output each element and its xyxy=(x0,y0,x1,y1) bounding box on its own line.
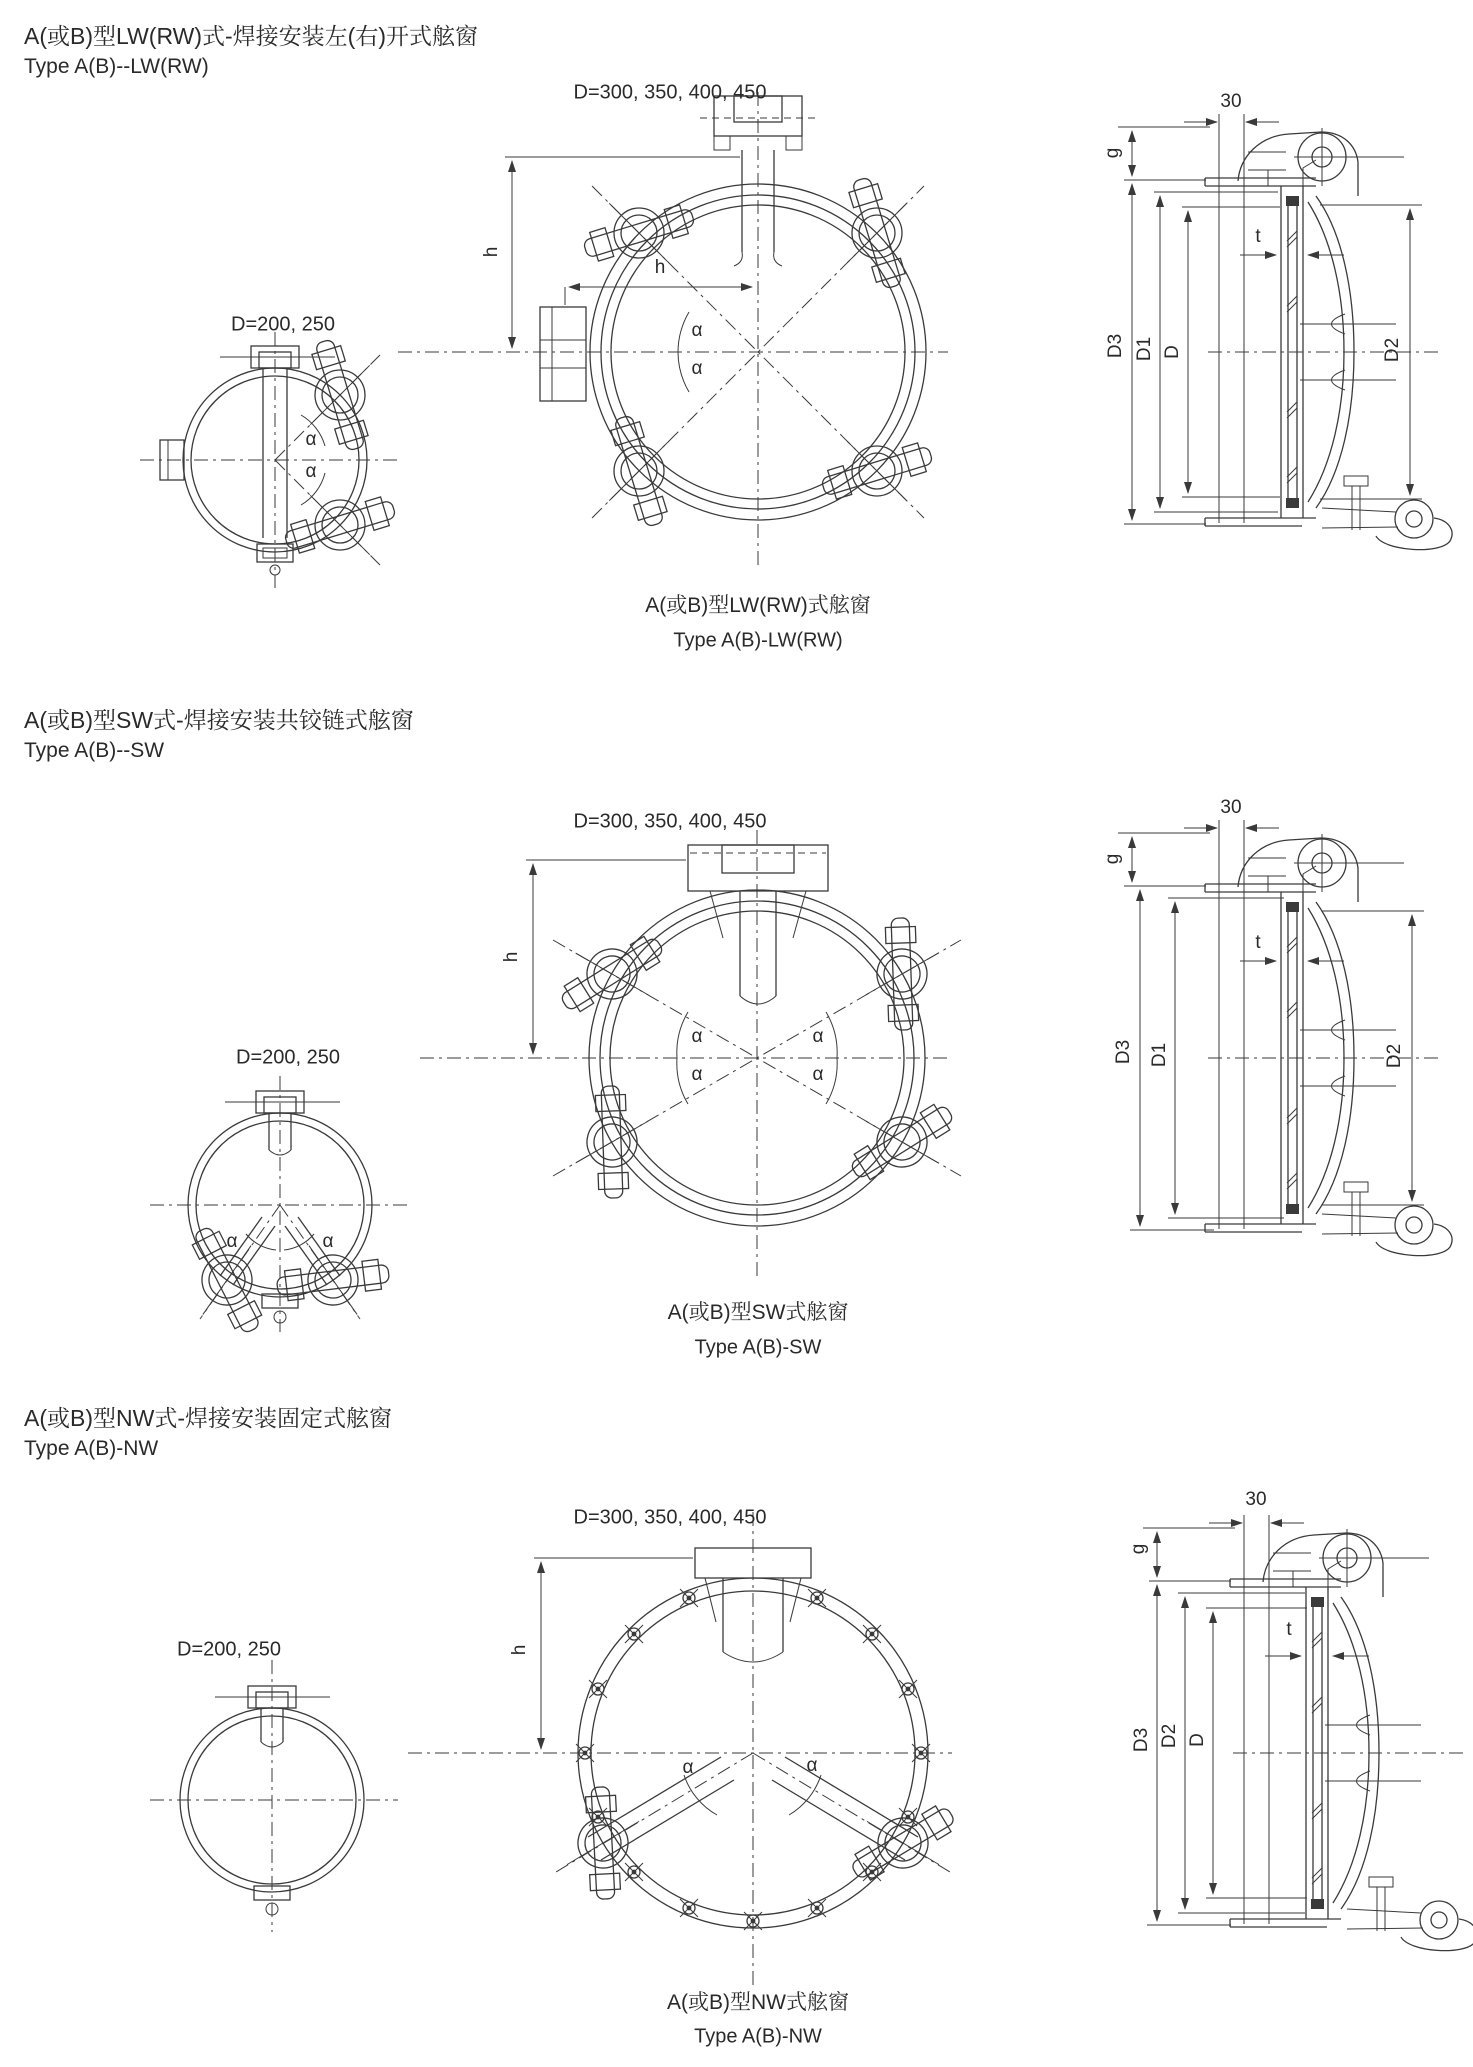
lw-large-front-view xyxy=(398,92,948,568)
section1-dim-D3: D3 xyxy=(1105,333,1126,359)
section1-caption-en: Type A(B)-LW(RW) xyxy=(673,629,843,652)
section2-dim-h: h xyxy=(501,951,522,963)
section2-large-alpha-2: α xyxy=(691,1064,703,1085)
section3-dim-D3: D3 xyxy=(1131,1727,1152,1753)
section1-dim-30: 30 xyxy=(1220,91,1242,112)
section2-dim-g: g xyxy=(1102,853,1123,865)
sw-side-view xyxy=(1118,820,1452,1256)
lw-side-view xyxy=(1118,114,1452,550)
section1-large-alpha-2: α xyxy=(691,358,703,379)
section2-caption-zh: A(或B)型SW式舷窗 xyxy=(667,1301,849,1324)
section3-alpha-1: α xyxy=(682,1757,694,1778)
section1-dim-g: g xyxy=(1102,147,1123,159)
section2-title-en: Type A(B)--SW xyxy=(24,739,165,762)
section1-dim-D: D xyxy=(1162,345,1183,359)
section3-large-diameter-label: D=300, 350, 400, 450 xyxy=(573,1506,767,1529)
section2-dim-t: t xyxy=(1255,932,1261,953)
section2-dim-D2: D2 xyxy=(1384,1043,1405,1069)
section3-small-diameter-label: D=200, 250 xyxy=(177,1638,281,1661)
section2-dim-D3: D3 xyxy=(1113,1039,1134,1065)
section1-large-diameter-label: D=300, 350, 400, 450 xyxy=(573,81,767,104)
section3-title-en: Type A(B)-NW xyxy=(24,1437,159,1460)
section3-alpha-2: α xyxy=(806,1755,818,1776)
section3-caption-zh: A(或B)型NW式舷窗 xyxy=(667,1991,849,2014)
section3-dim-t: t xyxy=(1286,1619,1292,1640)
section3-dim-30: 30 xyxy=(1245,1489,1267,1510)
section2-large-diameter-label: D=300, 350, 400, 450 xyxy=(573,810,767,833)
sw-large-front-view xyxy=(420,830,967,1276)
section1-small-alpha-2: α xyxy=(305,461,317,482)
section2-small-alpha-2: α xyxy=(322,1231,334,1252)
section1-small-diameter-label: D=200, 250 xyxy=(231,313,335,336)
section3-caption-en: Type A(B)-NW xyxy=(694,2025,822,2048)
section2-small-alpha-1: α xyxy=(226,1231,238,1252)
section3-dim-D: D xyxy=(1187,1733,1208,1747)
section1-dim-D1: D1 xyxy=(1134,336,1155,362)
section2-large-alpha-4: α xyxy=(812,1064,824,1085)
lw-small-front-view xyxy=(140,325,410,594)
section2-large-alpha-1: α xyxy=(691,1026,703,1047)
section3-dim-h: h xyxy=(509,1644,530,1656)
section1-large-alpha-1: α xyxy=(691,320,703,341)
section1-dim-D2: D2 xyxy=(1382,337,1403,363)
nw-large-front-view xyxy=(408,1512,968,1988)
section2-small-diameter-label: D=200, 250 xyxy=(236,1046,340,1069)
section3-title-zh: A(或B)型NW式-焊接安装固定式舷窗 xyxy=(24,1405,392,1431)
section1-dim-h-vertical: h xyxy=(481,246,502,258)
section2-large-alpha-3: α xyxy=(812,1026,824,1047)
section1-dim-h-horizontal: h xyxy=(654,257,666,278)
section2-dim-30: 30 xyxy=(1220,797,1242,818)
section1-title-en: Type A(B)--LW(RW) xyxy=(24,55,209,78)
section1-dim-t: t xyxy=(1255,226,1261,247)
section2-caption-en: Type A(B)-SW xyxy=(694,1336,822,1359)
section3-dim-g: g xyxy=(1128,1543,1149,1555)
sw-small-front-view xyxy=(150,1076,408,1347)
section2-dim-D1: D1 xyxy=(1149,1042,1170,1068)
section3-dim-D2: D2 xyxy=(1159,1723,1180,1749)
nw-small-front-view xyxy=(150,1660,398,1932)
section1-caption-zh: A(或B)型LW(RW)式舷窗 xyxy=(645,594,871,617)
section1-small-alpha-1: α xyxy=(305,429,317,450)
section1-title-zh: A(或B)型LW(RW)式-焊接安装左(右)开式舷窗 xyxy=(24,23,478,49)
section2-title-zh: A(或B)型SW式-焊接安装共铰链式舷窗 xyxy=(24,707,414,733)
